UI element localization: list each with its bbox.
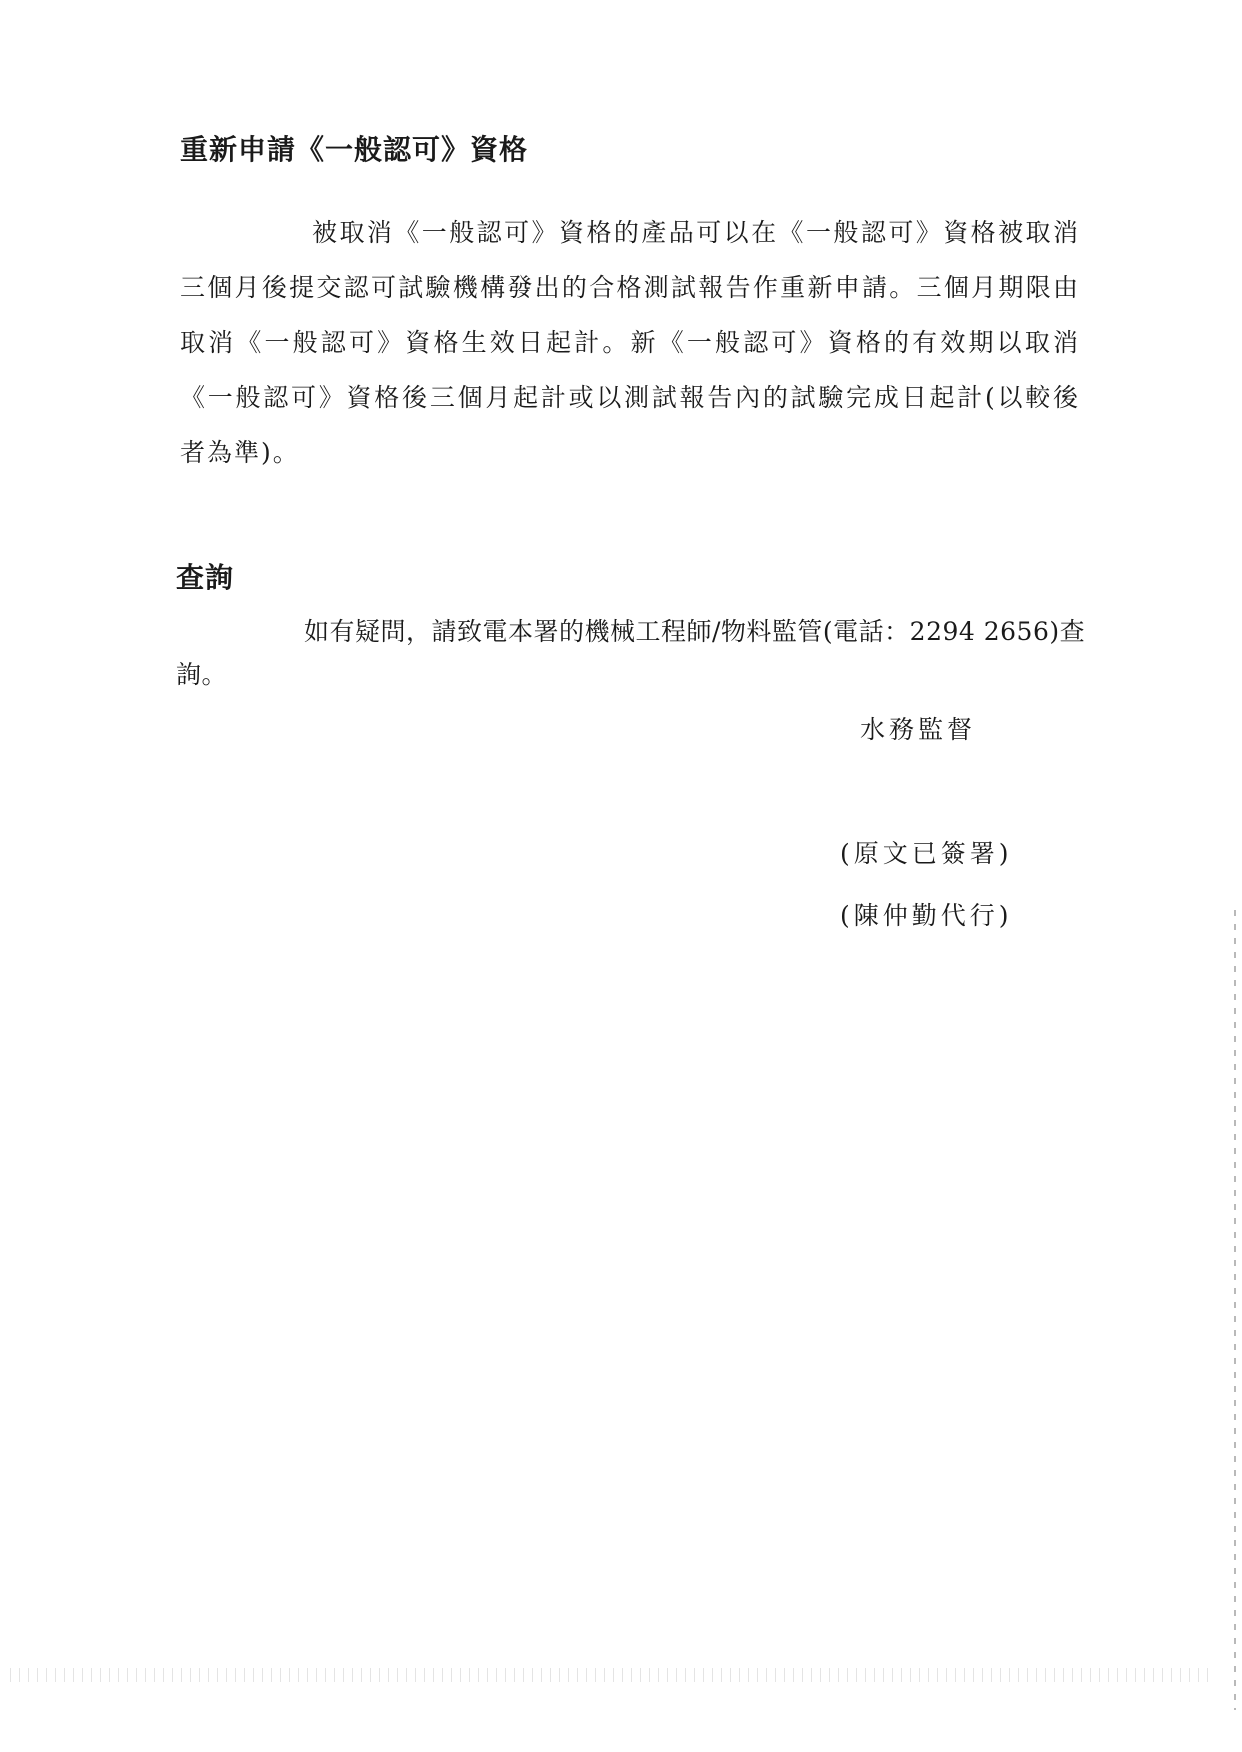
enquiry-heading: 查詢: [176, 561, 235, 594]
signed-note: (原文已簽署): [840, 839, 1013, 868]
scan-edge-artifact: [1234, 910, 1236, 1710]
on-behalf-note: (陳仲勤代行): [840, 901, 1013, 930]
signatory-title: 水務監督: [860, 715, 977, 744]
reapply-paragraph: 被取消《一般認可》資格的產品可以在《一般認可》資格被取消三個月後提交認可試驗機構發出的合格測試報告作重新申請。三個月期限由取消《一般認可》資格生效日起計。新《一般認可》資格的有效期以取消《一般認可》資格後三個月起計或以測試報告內的試驗完成日起計(以較後者為準)。: [180, 218, 1080, 467]
scan-noise-artifact: [10, 1668, 1210, 1682]
enquiry-paragraph: 如有疑問，請致電本署的機械工程師/物料監管(電話：2294 2656)查詢。: [176, 617, 1086, 689]
reapply-heading: 重新申請《一般認可》資格: [180, 133, 529, 166]
